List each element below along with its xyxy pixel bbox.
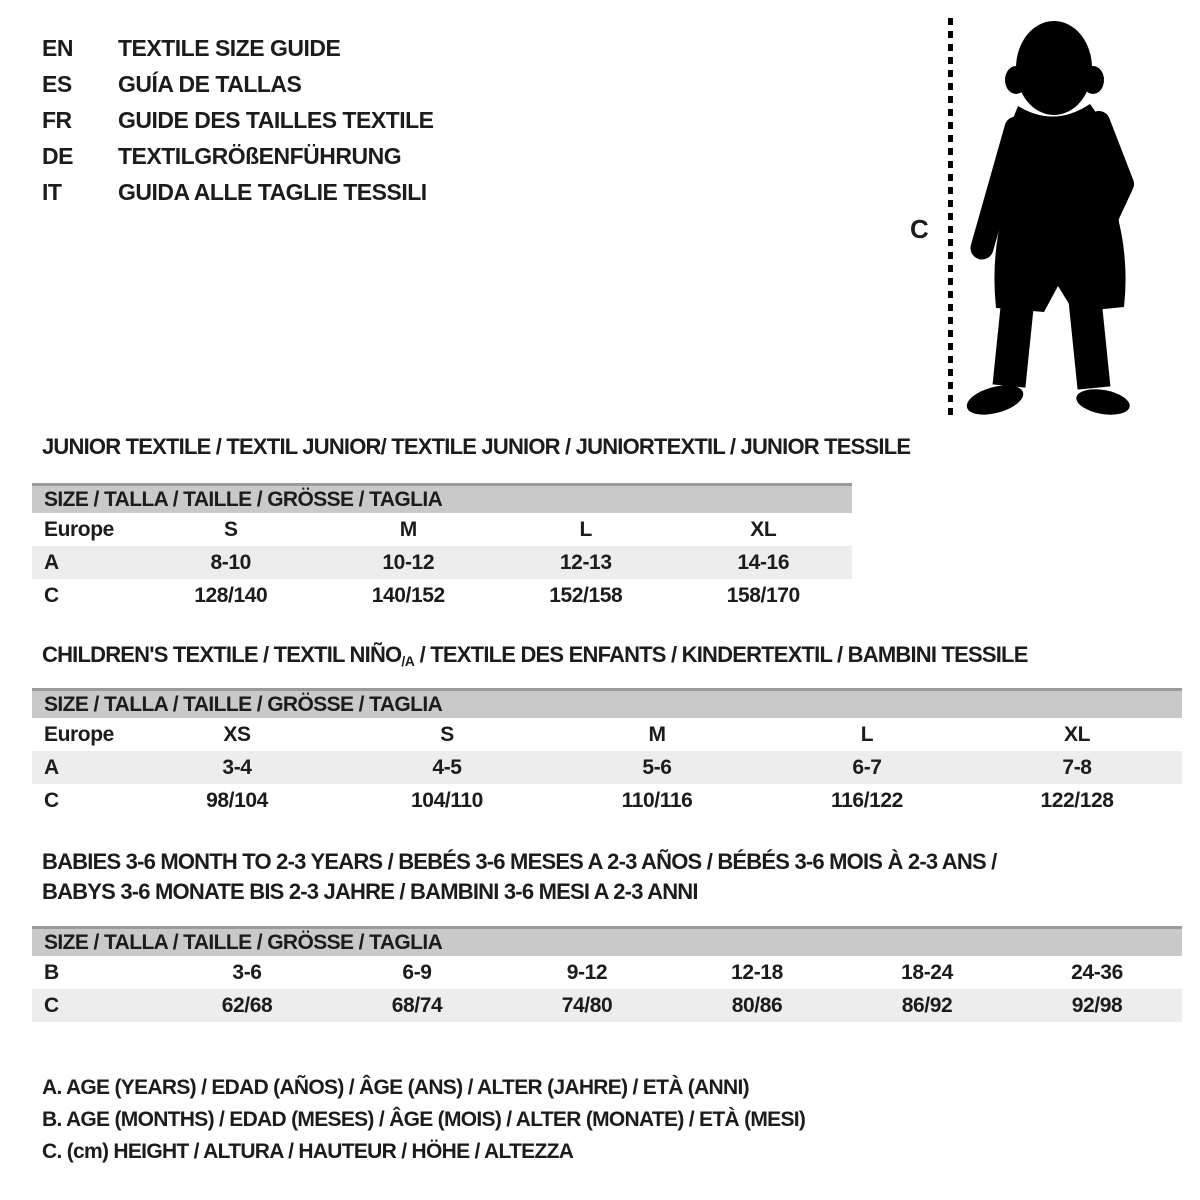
height-measure-label: C xyxy=(910,214,929,244)
table-cell: 10-12 xyxy=(382,550,435,574)
table-cell: 80/86 xyxy=(731,993,783,1017)
table-row-height xyxy=(32,989,1182,1022)
table-cell: L xyxy=(579,517,592,541)
table-cell: 6-9 xyxy=(402,960,432,984)
heading-subscript: /A xyxy=(401,653,415,669)
language-title-list xyxy=(42,30,434,210)
table-cell: 3-4 xyxy=(222,755,252,779)
table-cell: 9-12 xyxy=(566,960,608,984)
language-code: ES xyxy=(42,70,72,97)
legend-line-a: A. AGE (YEARS) / EDAD (AÑOS) / ÂGE (ANS) / ALTER (JAHRE) / ETÀ (ANNI) xyxy=(42,1076,749,1099)
table-cell: 86/92 xyxy=(901,993,953,1017)
row-label: C xyxy=(44,993,59,1017)
row-label: A xyxy=(44,550,59,574)
size-header-bar xyxy=(32,926,1182,956)
language-row-es xyxy=(42,66,434,102)
size-header-bar xyxy=(32,483,852,513)
table-cell: 152/158 xyxy=(549,583,623,607)
language-title: TEXTILGRÖßENFÜHRUNG xyxy=(118,142,402,169)
table-cell: 110/116 xyxy=(621,788,693,812)
table-row-height xyxy=(32,784,1182,817)
table-cell: 24-36 xyxy=(1071,960,1123,984)
heading-text: / TEXTILE DES ENFANTS / KINDERTEXTIL / BAMBINI TESSILE xyxy=(414,642,1028,667)
measurement-legend xyxy=(42,1072,805,1168)
row-label: Europe xyxy=(44,722,114,746)
table-cell: 5-6 xyxy=(642,755,672,779)
row-label: C xyxy=(44,788,59,812)
height-measure-dashed-line xyxy=(948,18,953,418)
language-title: GUIDE DES TAILLES TEXTILE xyxy=(118,106,434,133)
babies-size-table xyxy=(32,926,1182,1022)
table-row-age-months xyxy=(32,956,1182,989)
language-title: GUIDA ALLE TAGLIE TESSILI xyxy=(118,178,427,205)
table-cell: 68/74 xyxy=(391,993,443,1017)
babies-section-heading xyxy=(42,847,996,907)
table-cell: 116/122 xyxy=(831,788,903,812)
junior-size-table xyxy=(32,483,852,612)
table-cell: 7-8 xyxy=(1062,755,1092,779)
language-row-en xyxy=(42,30,434,66)
table-cell: M xyxy=(399,517,417,541)
table-row-europe xyxy=(32,513,852,546)
table-cell: 92/98 xyxy=(1071,993,1123,1017)
row-label: Europe xyxy=(44,517,114,541)
table-cell: 6-7 xyxy=(852,755,882,779)
junior-section-heading: JUNIOR TEXTILE / TEXTIL JUNIOR/ TEXTILE JUNIOR / JUNIORTEXTIL / JUNIOR TESSILE xyxy=(42,434,911,459)
row-label: B xyxy=(44,960,59,984)
row-label: C xyxy=(44,583,59,607)
table-cell: 158/170 xyxy=(726,583,800,607)
table-cell: XL xyxy=(1063,722,1091,746)
language-title: TEXTILE SIZE GUIDE xyxy=(118,34,341,61)
children-size-table xyxy=(32,688,1182,817)
table-cell: S xyxy=(223,517,238,541)
language-code: IT xyxy=(42,178,62,205)
size-header-label: SIZE / TALLA / TAILLE / GRÖSSE / TAGLIA xyxy=(44,692,443,716)
heading-text: CHILDREN'S TEXTILE / TEXTIL NIÑO xyxy=(42,642,402,667)
language-row-it xyxy=(42,174,434,210)
size-header-label: SIZE / TALLA / TAILLE / GRÖSSE / TAGLIA xyxy=(44,930,443,954)
language-code: EN xyxy=(42,34,73,61)
table-cell: XS xyxy=(223,722,251,746)
table-row-height xyxy=(32,579,852,612)
table-cell: L xyxy=(860,722,874,746)
table-cell: XL xyxy=(750,517,777,541)
table-cell: 14-16 xyxy=(737,550,790,574)
row-label: A xyxy=(44,755,59,779)
language-row-de xyxy=(42,138,434,174)
table-row-age xyxy=(32,751,1182,784)
table-cell: M xyxy=(648,722,666,746)
language-row-fr xyxy=(42,102,434,138)
legend-line-b: B. AGE (MONTHS) / EDAD (MESES) / ÂGE (MOIS) / ALTER (MONATE) / ETÀ (MESI) xyxy=(42,1108,806,1131)
table-cell: 122/128 xyxy=(1040,788,1114,812)
table-cell: 98/104 xyxy=(206,788,268,812)
toddler-silhouette-icon xyxy=(966,20,1134,420)
table-cell: 140/152 xyxy=(371,583,445,607)
table-cell: 4-5 xyxy=(432,755,462,779)
language-code: DE xyxy=(42,142,73,169)
table-cell: 8-10 xyxy=(210,550,251,574)
table-cell: 18-24 xyxy=(901,960,953,984)
table-cell: 12-18 xyxy=(731,960,783,984)
heading-line-2: BABYS 3-6 MONATE BIS 2-3 JAHRE / BAMBINI 3-6 MESI A 2-3 ANNI xyxy=(42,879,698,904)
table-cell: 12-13 xyxy=(559,550,612,574)
language-title: GUÍA DE TALLAS xyxy=(118,70,302,97)
children-section-heading xyxy=(42,642,1028,668)
heading-line-1: BABIES 3-6 MONTH TO 2-3 YEARS / BEBÉS 3-6 MESES A 2-3 AÑOS / BÉBÉS 3-6 MOIS À 2-3 ANS / xyxy=(42,849,997,874)
table-cell: 74/80 xyxy=(561,993,613,1017)
language-code: FR xyxy=(42,106,72,133)
table-row-age xyxy=(32,546,852,579)
table-cell: 128/140 xyxy=(194,583,268,607)
size-header-label: SIZE / TALLA / TAILLE / GRÖSSE / TAGLIA xyxy=(44,487,443,511)
table-cell: S xyxy=(440,722,454,746)
table-cell: 104/110 xyxy=(411,788,483,812)
table-cell: 62/68 xyxy=(221,993,273,1017)
legend-line-c: C. (cm) HEIGHT / ALTURA / HAUTEUR / HÖHE / ALTEZZA xyxy=(42,1140,574,1163)
table-cell: 3-6 xyxy=(232,960,262,984)
table-row-europe xyxy=(32,718,1182,751)
size-header-bar xyxy=(32,688,1182,718)
